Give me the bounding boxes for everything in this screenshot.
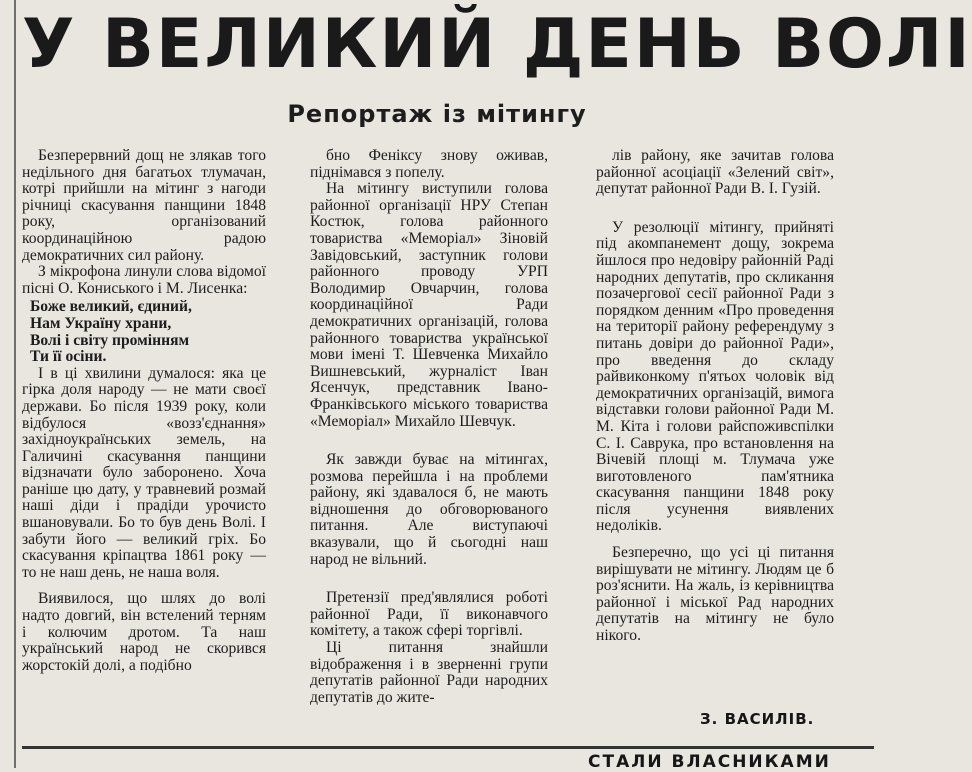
song-quote xyxy=(30,299,266,365)
paragraph: І в ці хвилини думалося: яка це гірка доля народу — не мати своєї держави. Бо після 1939 року, коли відбулося «возз'єднання» західноукраїнських земель, на Галичині скасування панщини відзначати було заборонено. Хоча раніше цю дату, у травневий розмай наші діди і прадіди урочисто вшановували. Бо то був день Волі. І забути його — великий гріх. Бо скасування кріпацтва 1861 року — то не наш день, не наша воля. xyxy=(22,364,266,581)
article-subheadline: Репортаж із мітингу xyxy=(287,100,587,128)
paragraph: Ці питання знайшли відображення і в зверненні групи депутатів районної Ради народних депутатів до жите- xyxy=(310,639,548,706)
paragraph: У резолюції мітингу, прийняті під акомпанемент дощу, зокрема йшлося про недовіру районній Раді народних депутатів, про скликання позачергової сесії районної Ради з порядком денним «Про проведення на території району референдуму з питань довіри до районної Ради», про введення до складу райвиконкому п'ятьох чоловік від демократичних організацій, вимога відставки голови районної Ради М. М. Кіта і голови райспоживспілки С. І. Саврука, про встановлення на Вічевій площі м. Тлумача уже виготовленого пам'ятника скасування панщини 1848 року після усунення виявлених недоліків. xyxy=(596,218,834,535)
song-line: Боже великий, єдиний, xyxy=(30,298,192,316)
paragraph: Безперечно, що усі ці питання вирішувати не мітингу. Людям це б роз'яснити. На жаль, із керівництва районної і міської Рад народних депутатів на мітингу не було нікого. xyxy=(596,544,834,645)
paragraph: З мікрофона линули слова відомої пісні О. Кониського і М. Лисенка: xyxy=(22,263,266,297)
paragraph: Виявилося, що шлях до волі надто довгий, він встелений терням і колючим дротом. Та наш український народ не скорився жорстокій долі, а подібно xyxy=(22,590,266,674)
paragraph: лів району, яке зачитав голова районної асоціації «Зелений світ», депутат районної Ради В. І. Гузій. xyxy=(596,147,834,198)
song-line: Нам Україну храни, xyxy=(30,314,172,332)
text-column-2 xyxy=(310,148,548,706)
paragraph: Як завжди буває на мітингах, розмова перейшла і на проблеми району, які здавалося б, не мають відношення до обговорюваного питання. Але виступаючі вказували, що й сьогодні наш народ не вільний. xyxy=(310,451,548,568)
song-line: Волі і світу промінням xyxy=(30,331,190,349)
bottom-divider xyxy=(22,746,874,749)
article-headline: У ВЕЛИКИЙ ДЕНЬ ВОЛІ xyxy=(22,5,972,84)
paragraph: бно Феніксу знову оживав, піднімався з попелу. xyxy=(310,147,548,181)
paragraph: На мітингу виступили голова районної організації НРУ Степан Костюк, голова районного товариства «Меморіал» Зіновій Завідовський, заступник голови районного проводу УРП Володимир Овчарчин, голова координаційної Ради демократичних організацій, голова районного товариства української мови імені Т. Шевченка Михайло Вишневський, журналіст Іван Ясенчук, представник Івано-Франківського міського товариства «Меморіал» Михайло Шевчук. xyxy=(310,180,548,430)
paragraph: Претензії пред'являлися роботі районної Ради, її виконавчого комітету, а також сфері торгівлі. xyxy=(310,589,548,640)
text-column-1 xyxy=(22,148,266,674)
next-article-headline-fragment: СТАЛИ ВЛАСНИКАМИ xyxy=(588,752,831,772)
author-signature: З. ВАСИЛІВ. xyxy=(700,710,815,728)
song-line: Ти її осіни. xyxy=(30,348,107,366)
text-column-3 xyxy=(596,148,834,645)
paragraph: Безперервний дощ не злякав того недільного дня багатьох тлумачан, котрі прийшли на мітинг з нагоди річниці скасування панщини 1848 року, організований координаційною радою демократичних сил району. xyxy=(22,147,266,264)
